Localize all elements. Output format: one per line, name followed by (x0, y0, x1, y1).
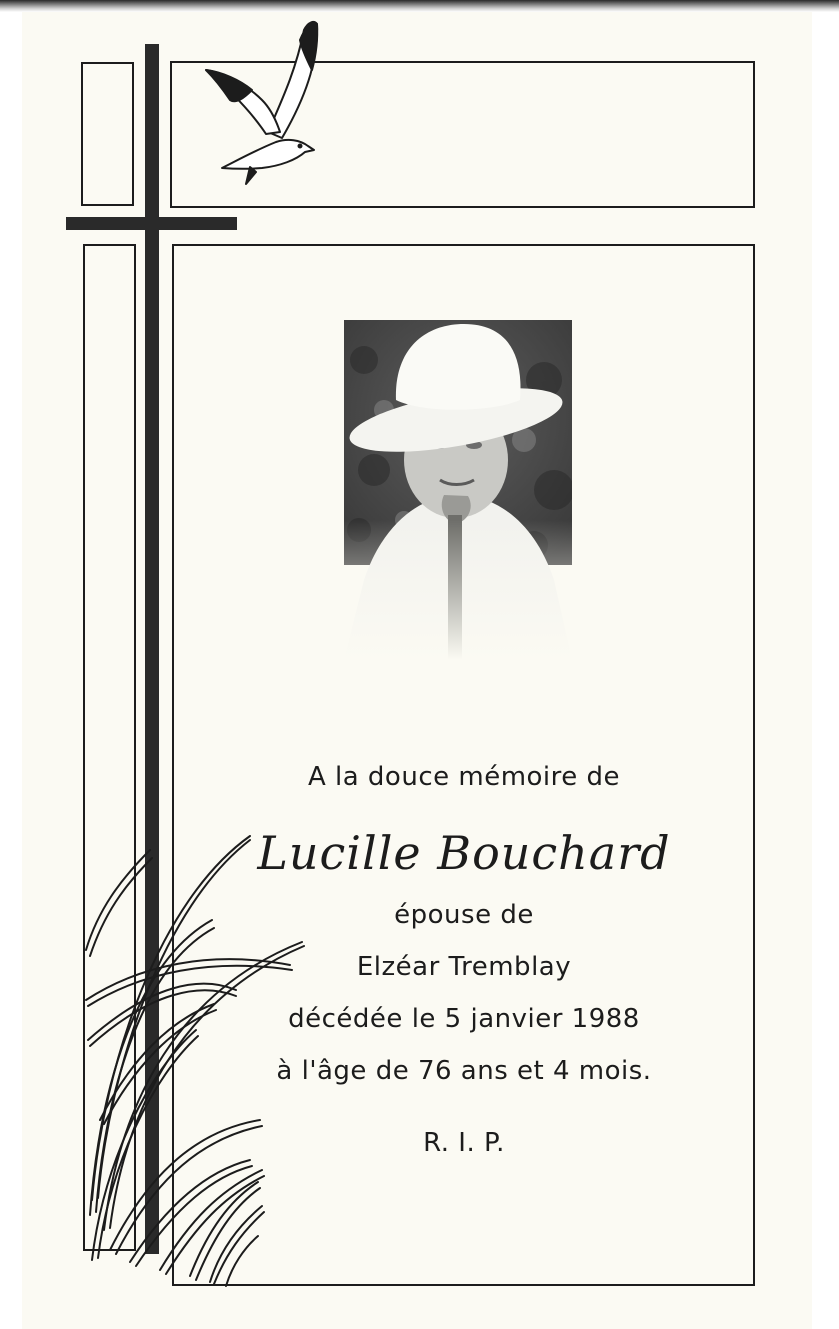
seagull-icon (206, 22, 317, 184)
portrait-photo (344, 320, 572, 660)
rip-line: R. I. P. (423, 1128, 505, 1158)
dedication-line: A la douce mémoire de (307, 762, 621, 792)
card-frames (82, 62, 754, 1285)
relation-line: épouse de (394, 900, 534, 930)
frame-bottom-left (84, 245, 135, 1250)
death-date-line: décédée le 5 janvier 1988 (288, 1004, 640, 1034)
frame-top-left (82, 63, 133, 205)
frame-top-right (171, 62, 754, 207)
spouse-name: Elzéar Tremblay (356, 952, 572, 982)
age-line: à l'âge de 76 ans et 4 mois. (276, 1056, 652, 1086)
deceased-name: Lucille Bouchard (257, 826, 671, 880)
